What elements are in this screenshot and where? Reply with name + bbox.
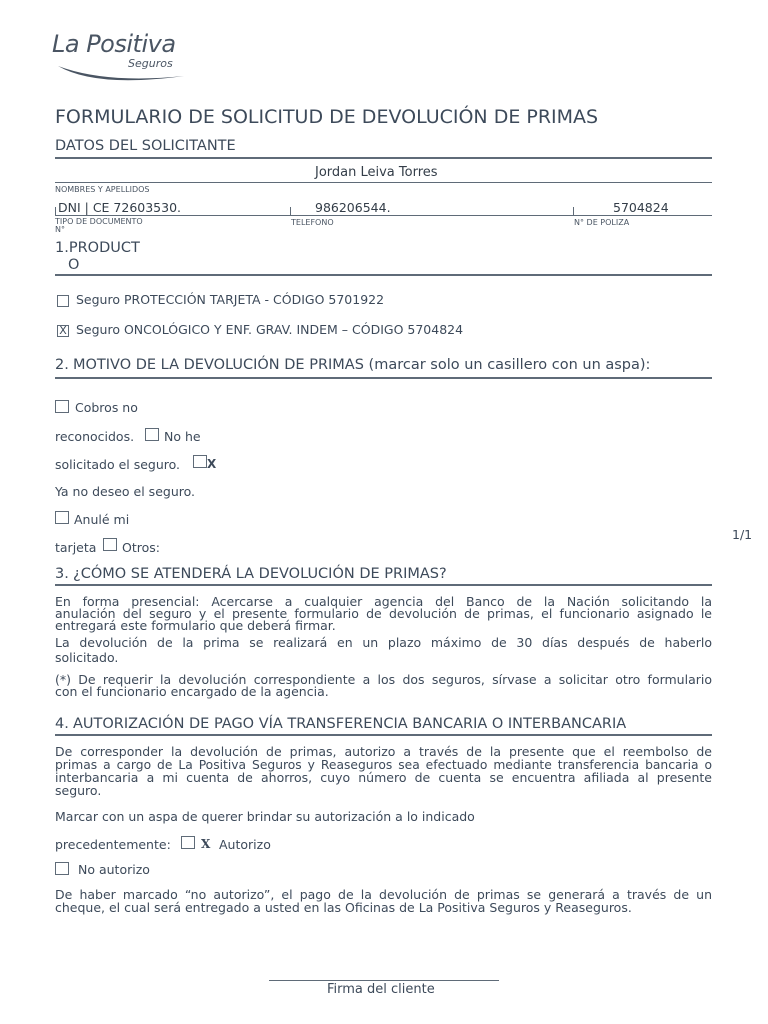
attention-paragraph-line: solicitado.	[55, 650, 119, 665]
applicant-name-label: NOMBRES Y APELLIDOS	[55, 185, 150, 194]
reason-other-checkbox[interactable]	[103, 538, 117, 551]
attention-section-number: 3.	[55, 566, 69, 582]
form-title: FORMULARIO DE SOLICITUD DE DEVOLUCIÓN DE PRIMAS	[55, 106, 599, 128]
section-divider	[55, 157, 712, 159]
product-option-2-checkbox[interactable]: X	[57, 325, 69, 337]
authorization-section-number: 4.	[55, 716, 69, 732]
attention-paragraph-line: anulación del seguro y el presente formulario de devolución de primas, el funcionario asignado le	[55, 606, 712, 621]
signature-line	[269, 980, 499, 981]
attention-section-heading: ¿CÓMO SE ATENDERÁ LA DEVOLUCIÓN DE PRIMAS?	[73, 566, 447, 582]
applicant-section-heading: DATOS DEL SOLICITANTE	[55, 138, 236, 154]
document-field-line	[55, 215, 712, 216]
reason-no-longer-wanted-label: Ya no deseo el seguro.	[55, 484, 196, 499]
applicant-name-value: Jordan Leiva Torres	[315, 165, 438, 180]
policy-value: 5704824	[613, 200, 669, 215]
reason-charges-checkbox[interactable]	[55, 400, 69, 413]
section-divider	[55, 584, 712, 586]
name-field-line	[55, 182, 712, 183]
authorization-section-heading: AUTORIZACIÓN DE PAGO VÍA TRANSFERENCIA BANCARIA O INTERBANCARIA	[73, 716, 627, 732]
authorization-paragraph-line: interbancaria a mi cuenta de ahorros, cuyo número de cuenta se encuentra afiliada al presente	[55, 770, 712, 785]
reason-no-longer-wanted-mark: X	[207, 457, 217, 471]
policy-label: N° DE POLIZA	[574, 218, 630, 227]
attention-paragraph-line: La devolución de la prima se realizará en un plazo máximo de 30 días después de haberlo	[55, 635, 712, 650]
reason-no-longer-wanted-checkbox[interactable]	[193, 455, 207, 468]
page-number: 1/1	[732, 527, 753, 542]
document-type-label: TIPO DE DOCUMENTO	[55, 217, 143, 226]
reason-section-number: 2.	[55, 357, 69, 373]
authorize-checkbox[interactable]	[181, 836, 195, 849]
reason-other-label: Otros:	[122, 540, 160, 555]
authorization-paragraph-line: seguro.	[55, 783, 102, 798]
authorize-mark: X	[201, 837, 211, 851]
reason-charges-label: Cobros no	[75, 400, 138, 415]
reason-not-requested-label: No he	[164, 429, 201, 444]
document-value: DNI | CE 72603530.	[58, 200, 182, 215]
reason-card-cancelled-checkbox[interactable]	[55, 511, 69, 524]
authorization-note-line: cheque, el cual será entregado a usted en las Oficinas de La Positiva Seguros y Reaseguros.	[55, 900, 632, 915]
reason-not-requested-checkbox[interactable]	[145, 428, 159, 441]
field-tick	[55, 207, 56, 215]
product-section-heading: 1.PRODUCT	[55, 240, 140, 256]
signature-label: Firma del cliente	[327, 982, 435, 997]
authorization-instruction: Marcar con un aspa de querer brindar su autorización a lo indicado	[55, 809, 475, 824]
attention-note-line: (*) De requerir la devolución correspondiente a los dos seguros, sírvase a solicitar otro formulario	[55, 672, 712, 687]
reason-card-cancelled-label: Anulé mi	[74, 512, 130, 527]
attention-note-line: con el funcionario encargado de la agencia.	[55, 684, 329, 699]
authorization-paragraph-line: De corresponder la devolución de primas, autorizo a través de la presente que el reembolso de	[55, 744, 712, 759]
product-option-1-label: Seguro PROTECCIÓN TARJETA - CÓDIGO 5701922	[76, 292, 385, 307]
attention-paragraph-line: En forma presencial: Acercarse a cualquier agencia del Banco de la Nación solicitando la	[55, 594, 712, 609]
attention-paragraph-line: entregará este formulario que deberá firmar.	[55, 618, 336, 633]
document-number-label: N°	[55, 225, 65, 234]
reason-not-requested-label-cont: solicitado el seguro.	[55, 457, 181, 472]
product-option-1-checkbox[interactable]	[57, 295, 69, 307]
authorize-label: Autorizo	[219, 837, 271, 852]
product-section-heading-cont: O	[68, 257, 80, 273]
field-tick	[573, 207, 574, 215]
reason-charges-label-cont: reconocidos.	[55, 429, 135, 444]
section-divider	[55, 734, 712, 736]
field-tick	[290, 207, 291, 215]
company-logo: La Positiva	[52, 30, 176, 58]
authorization-note-line: De haber marcado “no autorizo”, el pago de la devolución de primas se generará a través de un	[55, 887, 712, 902]
product-option-2-label: Seguro ONCOLÓGICO Y ENF. GRAV. INDEM – CÓDIGO 5704824	[76, 322, 464, 337]
authorization-paragraph-line: primas a cargo de La Positiva Seguros y Reaseguros sea efectuado mediante transferencia bancaria o	[55, 758, 712, 772]
authorization-instruction-cont: precedentemente:	[55, 837, 171, 852]
reason-card-cancelled-label-cont: tarjeta	[55, 540, 97, 555]
section-divider	[55, 274, 712, 276]
reason-section-heading: MOTIVO DE LA DEVOLUCIÓN DE PRIMAS (marcar solo un casillero con un aspa):	[73, 357, 651, 373]
phone-label: TELEFONO	[291, 218, 334, 227]
section-divider	[55, 377, 712, 379]
logo-subtitle: Seguros	[128, 57, 173, 70]
do-not-authorize-label: No autorizo	[78, 862, 150, 877]
do-not-authorize-checkbox[interactable]	[55, 862, 69, 875]
phone-value: 986206544.	[315, 200, 391, 215]
